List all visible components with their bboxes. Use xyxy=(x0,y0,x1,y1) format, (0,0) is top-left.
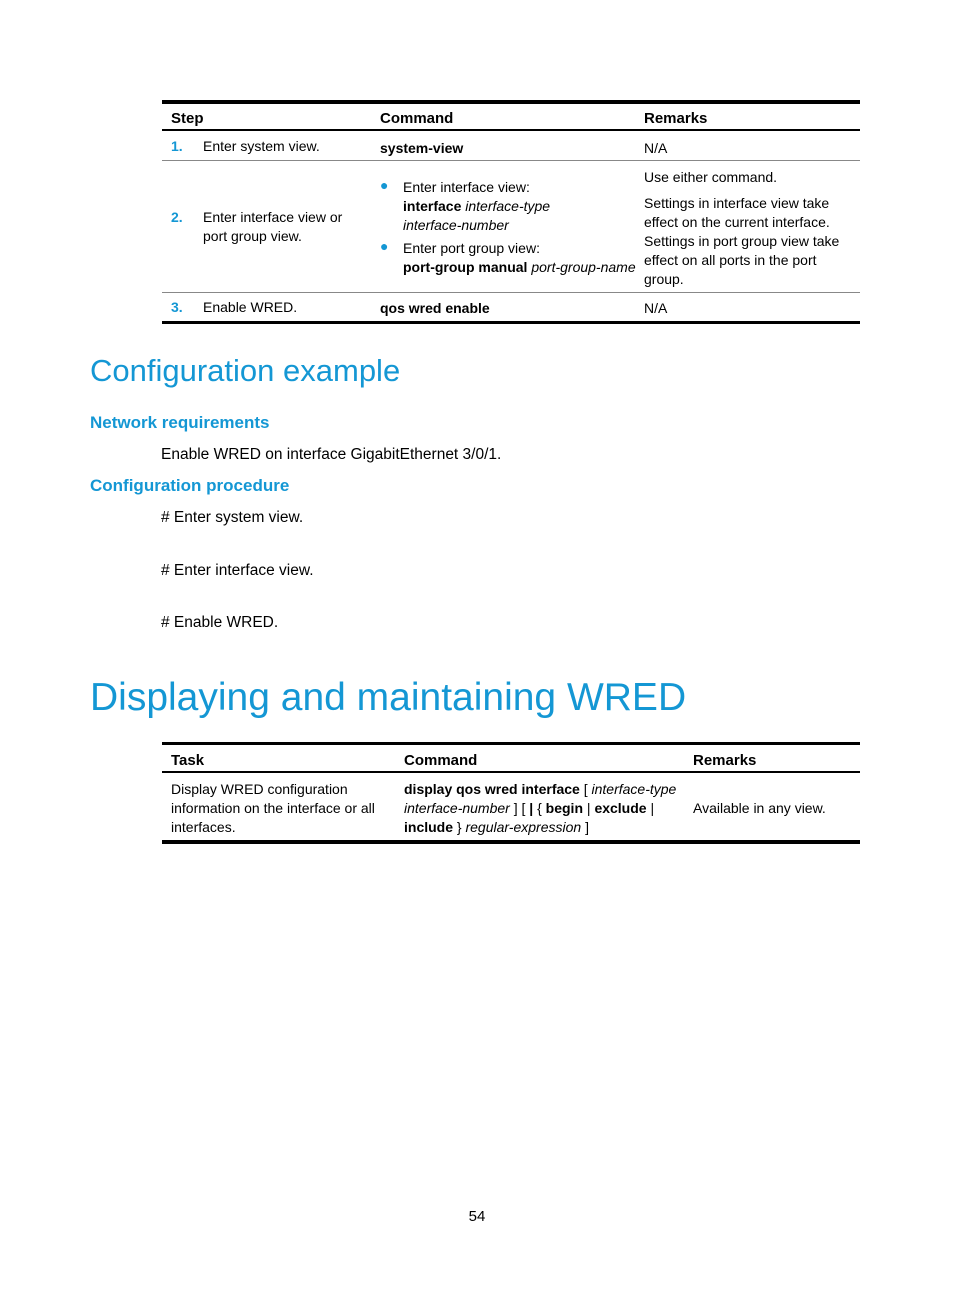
table-top-rule xyxy=(162,100,860,104)
remarks-text: Settings in interface view take xyxy=(644,195,830,211)
command-arg: interface-type xyxy=(591,781,677,797)
remarks-text: Settings in port group view take xyxy=(644,233,840,249)
command-arg: port-group-name xyxy=(531,259,636,275)
header-command: Command xyxy=(380,110,454,127)
command-text: qos wred enable xyxy=(380,300,490,316)
command-line xyxy=(403,197,550,216)
task-text: information on the interface or all xyxy=(171,800,375,816)
command-bracket: { xyxy=(537,800,542,816)
command-arg: interface-number xyxy=(404,800,510,816)
table-top-rule xyxy=(162,742,860,745)
remarks-text: N/A xyxy=(644,300,668,316)
command-keyword: interface xyxy=(403,198,462,214)
remarks-text: group. xyxy=(644,271,684,287)
command-arg: interface-number xyxy=(403,217,509,233)
header-remarks: Remarks xyxy=(644,110,708,127)
command-text: system-view xyxy=(380,140,464,156)
task-text: Display WRED configuration xyxy=(171,781,348,797)
page-number: 54 xyxy=(468,1208,486,1225)
command-keyword: port-group manual xyxy=(403,259,528,275)
command-separator: | xyxy=(650,800,655,816)
step-text: port group view. xyxy=(203,228,302,244)
remarks-text: Use either command. xyxy=(644,169,778,185)
header-task: Task xyxy=(171,752,205,769)
remarks-text: effect on all ports in the port xyxy=(644,252,817,268)
command-line xyxy=(404,818,589,837)
command-keyword: begin xyxy=(545,800,584,816)
command-arg: interface-type xyxy=(465,198,551,214)
header-step: Step xyxy=(171,110,204,127)
remarks-text: Available in any view. xyxy=(693,800,826,816)
section-heading: Displaying and maintaining WRED xyxy=(90,676,687,719)
remarks-text: effect on the current interface. xyxy=(644,214,830,230)
bullet-dot-icon: ● xyxy=(380,238,389,254)
remarks-text: N/A xyxy=(644,140,668,156)
section-heading: Configuration example xyxy=(90,353,401,388)
procedure-step: # Enter system view. xyxy=(161,509,304,526)
step-text: Enter system view. xyxy=(203,138,320,154)
procedure-step: # Enter interface view. xyxy=(161,562,314,579)
command-line xyxy=(404,780,676,799)
step-text: Enable WRED. xyxy=(203,299,298,315)
command-arg: regular-expression xyxy=(465,819,582,835)
paragraph: Enable WRED on interface GigabitEthernet 3/0/1. xyxy=(161,446,502,463)
command-keyword: exclude xyxy=(594,800,647,816)
step-text: Enter interface view or xyxy=(203,209,343,225)
command-keyword: include xyxy=(404,819,454,835)
procedure-step: # Enable WRED. xyxy=(161,614,279,631)
header-command: Command xyxy=(404,752,478,769)
command-line xyxy=(403,258,636,277)
subsection-heading: Network requirements xyxy=(90,413,270,432)
command-line xyxy=(404,799,654,818)
table-bottom-rule xyxy=(162,321,860,324)
header-remarks: Remarks xyxy=(693,752,757,769)
command-keyword: | xyxy=(529,800,534,816)
row-divider xyxy=(162,292,860,293)
step-number: 3. xyxy=(171,299,183,315)
header-rule xyxy=(162,771,860,773)
bullet-label: Enter interface view: xyxy=(403,179,530,195)
step-number: 2. xyxy=(171,209,183,225)
task-text: interfaces. xyxy=(171,819,236,835)
command-bracket: [ xyxy=(583,781,588,797)
bullet-dot-icon: ● xyxy=(380,177,389,193)
table-bottom-rule xyxy=(162,840,860,844)
step-number: 1. xyxy=(171,138,183,154)
command-bracket: } xyxy=(456,819,462,835)
command-separator: | xyxy=(586,800,591,816)
header-rule xyxy=(162,129,860,131)
command-bracket: ] xyxy=(585,819,589,835)
command-bracket: ] [ xyxy=(513,800,526,816)
subsection-heading: Configuration procedure xyxy=(90,476,290,495)
row-divider xyxy=(162,160,860,161)
bullet-label: Enter port group view: xyxy=(403,240,540,256)
command-keyword: display qos wred interface xyxy=(404,781,580,797)
